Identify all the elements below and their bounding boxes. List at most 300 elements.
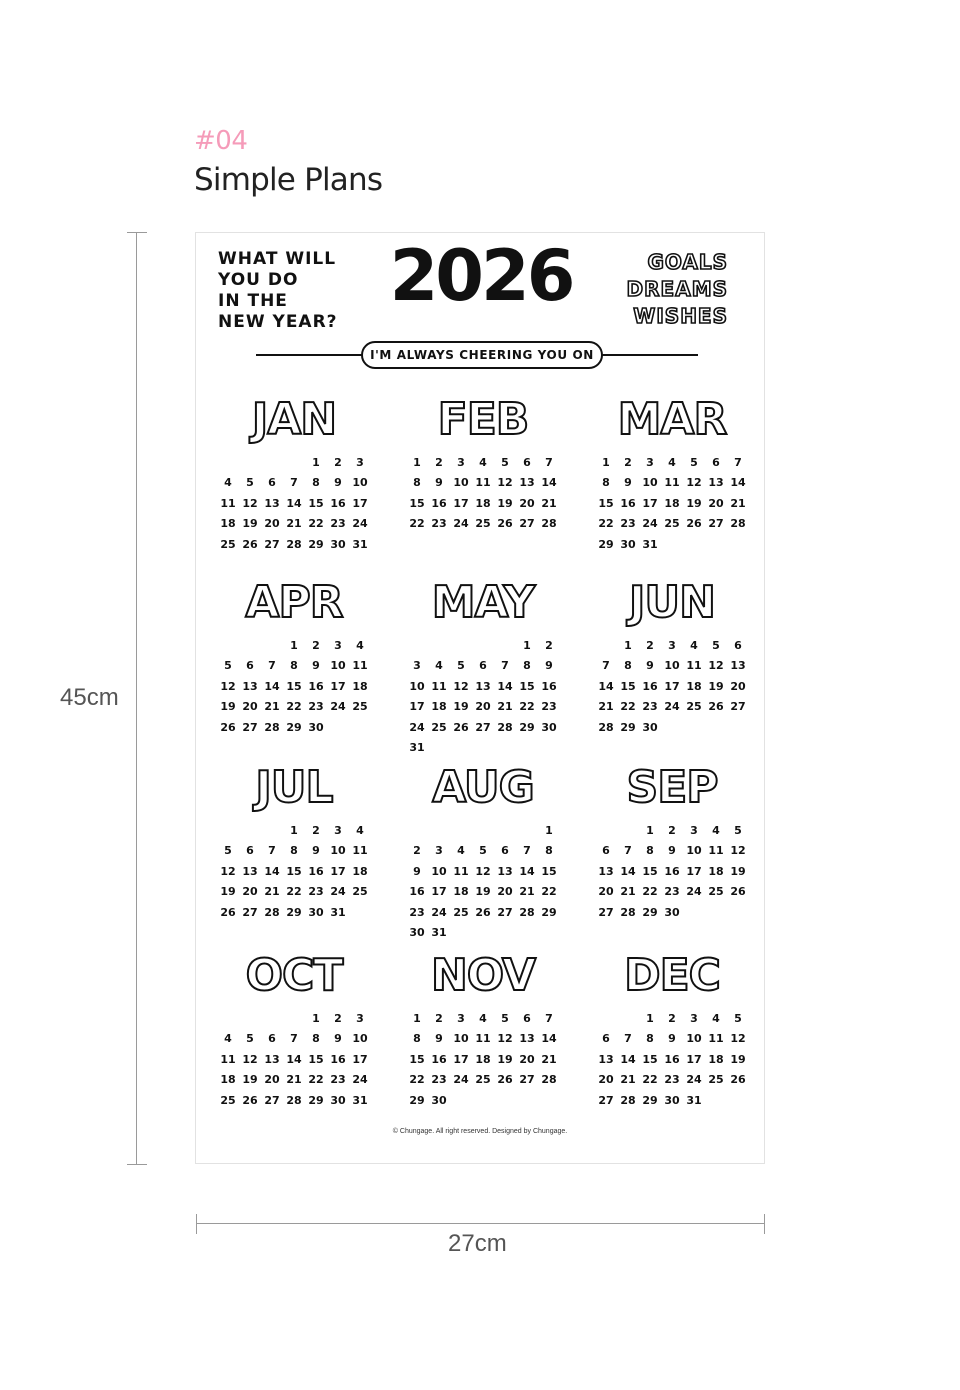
day-cell: 31 bbox=[409, 740, 425, 754]
width-label: 27cm bbox=[448, 1230, 507, 1257]
day-grid bbox=[406, 821, 560, 943]
day-cell: 16 bbox=[664, 864, 680, 878]
day-cell: 1 bbox=[602, 456, 610, 469]
day-cell: 26 bbox=[497, 517, 513, 531]
day-cell: 27 bbox=[264, 1093, 280, 1107]
day-cell: 30 bbox=[409, 925, 425, 939]
day-cell: 2 bbox=[668, 1012, 676, 1025]
day-cell: 18 bbox=[475, 1052, 491, 1066]
day-cell: 23 bbox=[431, 1073, 447, 1087]
day-blank bbox=[494, 636, 516, 656]
day-cell: 27 bbox=[519, 1073, 535, 1087]
day-cell: 14 bbox=[730, 476, 746, 490]
day-cell: 31 bbox=[686, 1093, 702, 1107]
day-cell: 9 bbox=[413, 864, 421, 878]
day-cell: 3 bbox=[356, 456, 364, 469]
day-cell: 11 bbox=[220, 1052, 236, 1066]
day-cell: 18 bbox=[220, 1073, 236, 1087]
day-cell: 1 bbox=[646, 1012, 654, 1025]
day-cell: 15 bbox=[642, 1052, 658, 1066]
day-cell: 29 bbox=[642, 1093, 658, 1107]
day-cell: 6 bbox=[602, 844, 610, 858]
day-cell: 12 bbox=[686, 476, 702, 490]
day-grid bbox=[406, 1009, 560, 1111]
month-name: JAN bbox=[251, 394, 337, 445]
day-cell: 18 bbox=[431, 700, 447, 714]
right-text-line: GOALS bbox=[647, 250, 728, 274]
day-cell: 2 bbox=[312, 824, 320, 837]
day-cell: 27 bbox=[242, 905, 258, 919]
day-cell: 26 bbox=[497, 1073, 513, 1087]
day-cell: 7 bbox=[268, 659, 276, 673]
day-cell: 7 bbox=[602, 659, 610, 673]
day-cell: 2 bbox=[545, 639, 553, 652]
day-cell: 14 bbox=[620, 1052, 636, 1066]
day-cell: 17 bbox=[330, 864, 346, 878]
day-cell: 26 bbox=[708, 700, 724, 714]
day-blank bbox=[428, 636, 450, 656]
day-cell: 26 bbox=[475, 905, 491, 919]
day-cell: 23 bbox=[330, 517, 346, 531]
day-grid bbox=[595, 636, 749, 738]
day-cell: 10 bbox=[352, 476, 368, 490]
day-cell: 22 bbox=[620, 700, 636, 714]
day-cell: 1 bbox=[312, 456, 320, 469]
day-cell: 27 bbox=[519, 517, 535, 531]
day-blank bbox=[217, 1009, 239, 1029]
day-cell: 9 bbox=[624, 476, 632, 490]
day-cell: 10 bbox=[431, 864, 447, 878]
day-cell: 8 bbox=[290, 659, 298, 673]
day-cell: 24 bbox=[330, 885, 346, 899]
day-cell: 8 bbox=[545, 844, 553, 858]
day-cell: 21 bbox=[541, 1052, 557, 1066]
day-cell: 17 bbox=[664, 679, 680, 693]
day-cell: 26 bbox=[242, 537, 258, 551]
day-cell: 21 bbox=[264, 700, 280, 714]
day-cell: 4 bbox=[224, 476, 232, 490]
day-cell: 12 bbox=[497, 1032, 513, 1046]
item-title: Simple Plans bbox=[194, 162, 383, 198]
day-cell: 2 bbox=[624, 456, 632, 469]
day-cell: 24 bbox=[453, 517, 469, 531]
poster-left-text bbox=[218, 249, 358, 333]
day-cell: 14 bbox=[598, 679, 614, 693]
day-cell: 15 bbox=[409, 496, 425, 510]
day-cell: 18 bbox=[352, 679, 368, 693]
day-cell: 25 bbox=[352, 885, 368, 899]
day-cell: 4 bbox=[690, 639, 698, 652]
month-name: MAR bbox=[617, 394, 727, 445]
day-cell: 24 bbox=[453, 1073, 469, 1087]
day-cell: 17 bbox=[453, 1052, 469, 1066]
day-cell: 11 bbox=[352, 844, 368, 858]
day-blank bbox=[239, 636, 261, 656]
day-cell: 17 bbox=[686, 864, 702, 878]
day-cell: 16 bbox=[330, 496, 346, 510]
day-cell: 31 bbox=[352, 1093, 368, 1107]
right-text-line: WISHES bbox=[633, 304, 728, 328]
day-cell: 15 bbox=[286, 679, 302, 693]
day-cell: 30 bbox=[431, 1093, 447, 1107]
day-cell: 13 bbox=[475, 679, 491, 693]
day-cell: 14 bbox=[286, 1052, 302, 1066]
day-cell: 29 bbox=[620, 720, 636, 734]
day-cell: 29 bbox=[519, 720, 535, 734]
day-cell: 8 bbox=[602, 476, 610, 490]
day-cell: 23 bbox=[308, 885, 324, 899]
day-cell: 28 bbox=[730, 517, 746, 531]
day-cell: 20 bbox=[708, 496, 724, 510]
day-blank bbox=[516, 821, 538, 841]
day-cell: 17 bbox=[352, 496, 368, 510]
day-cell: 16 bbox=[431, 496, 447, 510]
day-cell: 6 bbox=[268, 476, 276, 490]
day-cell: 3 bbox=[690, 1012, 698, 1025]
day-cell: 11 bbox=[453, 864, 469, 878]
month-name: DEC bbox=[624, 950, 720, 1001]
day-cell: 13 bbox=[497, 864, 513, 878]
day-cell: 19 bbox=[708, 679, 724, 693]
day-cell: 7 bbox=[545, 1012, 553, 1025]
height-label: 45cm bbox=[60, 684, 119, 711]
day-cell: 29 bbox=[308, 537, 324, 551]
month-name: MAY bbox=[431, 577, 535, 628]
day-cell: 25 bbox=[475, 1073, 491, 1087]
day-cell: 4 bbox=[712, 824, 720, 837]
day-cell: 15 bbox=[598, 496, 614, 510]
month-feb bbox=[406, 395, 560, 535]
day-cell: 10 bbox=[409, 679, 425, 693]
day-blank bbox=[450, 636, 472, 656]
day-blank bbox=[472, 821, 494, 841]
day-cell: 27 bbox=[598, 1093, 614, 1107]
day-cell: 15 bbox=[541, 864, 557, 878]
day-blank bbox=[595, 636, 617, 656]
day-cell: 30 bbox=[330, 537, 346, 551]
day-cell: 28 bbox=[286, 1093, 302, 1107]
day-cell: 12 bbox=[730, 1032, 746, 1046]
day-cell: 19 bbox=[220, 885, 236, 899]
day-cell: 6 bbox=[479, 659, 487, 673]
day-cell: 5 bbox=[457, 659, 465, 673]
day-cell: 25 bbox=[686, 700, 702, 714]
day-cell: 1 bbox=[624, 639, 632, 652]
month-name: APR bbox=[245, 577, 343, 628]
day-cell: 29 bbox=[541, 905, 557, 919]
day-cell: 30 bbox=[664, 1093, 680, 1107]
day-cell: 11 bbox=[475, 1032, 491, 1046]
day-blank bbox=[450, 821, 472, 841]
day-cell: 8 bbox=[413, 1032, 421, 1046]
day-cell: 5 bbox=[224, 844, 232, 858]
day-cell: 1 bbox=[523, 639, 531, 652]
day-cell: 1 bbox=[290, 639, 298, 652]
day-cell: 1 bbox=[413, 1012, 421, 1025]
day-cell: 13 bbox=[598, 1052, 614, 1066]
day-cell: 9 bbox=[668, 1032, 676, 1046]
day-cell: 12 bbox=[730, 844, 746, 858]
day-cell: 6 bbox=[523, 456, 531, 469]
day-cell: 4 bbox=[479, 456, 487, 469]
day-cell: 20 bbox=[519, 1052, 535, 1066]
day-cell: 22 bbox=[598, 517, 614, 531]
day-cell: 5 bbox=[224, 659, 232, 673]
day-blank bbox=[494, 821, 516, 841]
left-text-line: NEW YEAR? bbox=[218, 312, 338, 332]
day-grid bbox=[217, 636, 371, 738]
day-cell: 3 bbox=[413, 659, 421, 673]
day-cell: 2 bbox=[646, 639, 654, 652]
day-cell: 11 bbox=[352, 659, 368, 673]
day-cell: 18 bbox=[708, 864, 724, 878]
day-grid bbox=[217, 453, 371, 555]
day-blank bbox=[472, 636, 494, 656]
day-cell: 20 bbox=[264, 1073, 280, 1087]
day-cell: 9 bbox=[435, 476, 443, 490]
day-cell: 10 bbox=[664, 659, 680, 673]
day-cell: 3 bbox=[334, 824, 342, 837]
day-cell: 29 bbox=[642, 905, 658, 919]
day-cell: 12 bbox=[497, 476, 513, 490]
day-cell: 22 bbox=[642, 885, 658, 899]
day-cell: 12 bbox=[708, 659, 724, 673]
day-cell: 8 bbox=[290, 844, 298, 858]
day-cell: 28 bbox=[620, 1093, 636, 1107]
day-cell: 19 bbox=[242, 1073, 258, 1087]
day-cell: 13 bbox=[708, 476, 724, 490]
day-cell: 10 bbox=[642, 476, 658, 490]
day-cell: 21 bbox=[286, 1073, 302, 1087]
day-cell: 5 bbox=[734, 1012, 742, 1025]
day-cell: 4 bbox=[479, 1012, 487, 1025]
month-name: OCT bbox=[245, 950, 343, 1001]
day-cell: 18 bbox=[220, 517, 236, 531]
day-grid bbox=[595, 453, 749, 555]
day-cell: 22 bbox=[409, 1073, 425, 1087]
day-blank bbox=[217, 636, 239, 656]
day-cell: 26 bbox=[220, 720, 236, 734]
banner-line-right bbox=[598, 354, 698, 356]
month-name: JUN bbox=[629, 577, 715, 628]
day-cell: 15 bbox=[308, 1052, 324, 1066]
width-ruler-left-cap bbox=[196, 1214, 197, 1234]
day-grid bbox=[595, 821, 749, 923]
day-cell: 13 bbox=[519, 1032, 535, 1046]
day-cell: 29 bbox=[598, 537, 614, 551]
day-cell: 17 bbox=[330, 679, 346, 693]
day-cell: 12 bbox=[453, 679, 469, 693]
day-cell: 11 bbox=[708, 1032, 724, 1046]
month-aug bbox=[406, 763, 560, 943]
day-cell: 17 bbox=[352, 1052, 368, 1066]
day-cell: 2 bbox=[334, 1012, 342, 1025]
day-cell: 12 bbox=[220, 679, 236, 693]
day-cell: 20 bbox=[242, 700, 258, 714]
day-cell: 24 bbox=[352, 1073, 368, 1087]
day-cell: 21 bbox=[286, 517, 302, 531]
day-cell: 28 bbox=[541, 517, 557, 531]
day-cell: 8 bbox=[646, 844, 654, 858]
day-cell: 4 bbox=[457, 844, 465, 858]
day-cell: 25 bbox=[220, 1093, 236, 1107]
day-cell: 16 bbox=[620, 496, 636, 510]
poster-year: 2026 bbox=[389, 235, 573, 317]
day-cell: 15 bbox=[519, 679, 535, 693]
height-ruler bbox=[136, 232, 137, 1164]
day-cell: 9 bbox=[312, 659, 320, 673]
height-ruler-bottom-cap bbox=[127, 1164, 147, 1165]
day-cell: 8 bbox=[523, 659, 531, 673]
day-cell: 3 bbox=[668, 639, 676, 652]
day-cell: 15 bbox=[620, 679, 636, 693]
day-cell: 7 bbox=[501, 659, 509, 673]
day-cell: 6 bbox=[734, 639, 742, 652]
day-cell: 10 bbox=[352, 1032, 368, 1046]
day-cell: 10 bbox=[330, 844, 346, 858]
day-cell: 13 bbox=[264, 496, 280, 510]
day-cell: 6 bbox=[246, 659, 254, 673]
month-may bbox=[406, 578, 560, 758]
day-cell: 28 bbox=[598, 720, 614, 734]
day-cell: 30 bbox=[642, 720, 658, 734]
day-cell: 30 bbox=[541, 720, 557, 734]
day-cell: 8 bbox=[646, 1032, 654, 1046]
day-blank bbox=[239, 821, 261, 841]
day-cell: 12 bbox=[475, 864, 491, 878]
day-cell: 17 bbox=[642, 496, 658, 510]
day-cell: 15 bbox=[642, 864, 658, 878]
day-cell: 22 bbox=[286, 885, 302, 899]
day-grid bbox=[595, 1009, 749, 1111]
day-cell: 6 bbox=[501, 844, 509, 858]
day-cell: 7 bbox=[624, 844, 632, 858]
day-cell: 7 bbox=[523, 844, 531, 858]
day-cell: 24 bbox=[352, 517, 368, 531]
day-cell: 30 bbox=[664, 905, 680, 919]
day-cell: 5 bbox=[501, 456, 509, 469]
day-cell: 20 bbox=[475, 700, 491, 714]
day-blank bbox=[406, 636, 428, 656]
day-cell: 14 bbox=[497, 679, 513, 693]
day-cell: 10 bbox=[686, 1032, 702, 1046]
month-nov bbox=[406, 951, 560, 1111]
day-blank bbox=[406, 821, 428, 841]
day-blank bbox=[617, 1009, 639, 1029]
day-cell: 4 bbox=[224, 1032, 232, 1046]
month-name: FEB bbox=[437, 394, 529, 445]
day-cell: 1 bbox=[413, 456, 421, 469]
day-cell: 21 bbox=[620, 1073, 636, 1087]
day-cell: 1 bbox=[312, 1012, 320, 1025]
day-cell: 27 bbox=[708, 517, 724, 531]
day-cell: 3 bbox=[457, 1012, 465, 1025]
day-cell: 6 bbox=[523, 1012, 531, 1025]
day-cell: 15 bbox=[308, 496, 324, 510]
month-jan bbox=[217, 395, 371, 555]
day-cell: 21 bbox=[541, 496, 557, 510]
day-cell: 28 bbox=[519, 905, 535, 919]
day-cell: 20 bbox=[264, 517, 280, 531]
height-ruler-top-cap bbox=[127, 232, 147, 233]
day-cell: 11 bbox=[708, 844, 724, 858]
day-cell: 14 bbox=[541, 476, 557, 490]
day-cell: 3 bbox=[334, 639, 342, 652]
day-cell: 27 bbox=[475, 720, 491, 734]
day-cell: 25 bbox=[708, 1073, 724, 1087]
day-cell: 15 bbox=[286, 864, 302, 878]
day-cell: 13 bbox=[730, 659, 746, 673]
day-cell: 24 bbox=[686, 1073, 702, 1087]
day-cell: 23 bbox=[541, 700, 557, 714]
day-cell: 7 bbox=[624, 1032, 632, 1046]
day-cell: 9 bbox=[668, 844, 676, 858]
day-cell: 7 bbox=[734, 456, 742, 469]
day-cell: 22 bbox=[308, 1073, 324, 1087]
day-cell: 5 bbox=[246, 476, 254, 490]
day-cell: 16 bbox=[664, 1052, 680, 1066]
day-cell: 22 bbox=[519, 700, 535, 714]
day-cell: 21 bbox=[497, 700, 513, 714]
day-cell: 4 bbox=[435, 659, 443, 673]
day-cell: 22 bbox=[286, 700, 302, 714]
day-cell: 12 bbox=[220, 864, 236, 878]
day-cell: 14 bbox=[286, 496, 302, 510]
copyright-footer: © Chungage. All right reserved. Designed by Chungage. bbox=[392, 1128, 568, 1135]
day-cell: 11 bbox=[664, 476, 680, 490]
calendar-poster bbox=[195, 232, 765, 1164]
day-cell: 19 bbox=[475, 885, 491, 899]
day-cell: 22 bbox=[308, 517, 324, 531]
day-cell: 24 bbox=[409, 720, 425, 734]
day-cell: 30 bbox=[620, 537, 636, 551]
left-text-line: IN THE bbox=[218, 291, 288, 311]
month-sep bbox=[595, 763, 749, 923]
day-cell: 3 bbox=[356, 1012, 364, 1025]
day-cell: 16 bbox=[409, 885, 425, 899]
width-ruler-right-cap bbox=[764, 1214, 765, 1234]
day-cell: 29 bbox=[409, 1093, 425, 1107]
day-cell: 6 bbox=[246, 844, 254, 858]
day-cell: 16 bbox=[642, 679, 658, 693]
day-cell: 10 bbox=[330, 659, 346, 673]
day-cell: 4 bbox=[668, 456, 676, 469]
day-cell: 3 bbox=[435, 844, 443, 858]
banner-line-left bbox=[256, 354, 366, 356]
day-cell: 20 bbox=[730, 679, 746, 693]
day-cell: 27 bbox=[264, 537, 280, 551]
day-cell: 3 bbox=[646, 456, 654, 469]
day-cell: 30 bbox=[308, 720, 324, 734]
day-cell: 26 bbox=[686, 517, 702, 531]
day-cell: 22 bbox=[541, 885, 557, 899]
day-cell: 23 bbox=[308, 700, 324, 714]
day-cell: 5 bbox=[690, 456, 698, 469]
day-cell: 16 bbox=[330, 1052, 346, 1066]
day-cell: 9 bbox=[312, 844, 320, 858]
month-jun bbox=[595, 578, 749, 738]
day-cell: 10 bbox=[453, 1032, 469, 1046]
day-cell: 10 bbox=[453, 476, 469, 490]
left-text-line: WHAT WILL bbox=[218, 249, 337, 269]
day-cell: 23 bbox=[620, 517, 636, 531]
day-cell: 11 bbox=[686, 659, 702, 673]
day-cell: 25 bbox=[708, 885, 724, 899]
day-cell: 13 bbox=[264, 1052, 280, 1066]
day-cell: 2 bbox=[435, 1012, 443, 1025]
day-cell: 2 bbox=[312, 639, 320, 652]
day-cell: 23 bbox=[664, 1073, 680, 1087]
